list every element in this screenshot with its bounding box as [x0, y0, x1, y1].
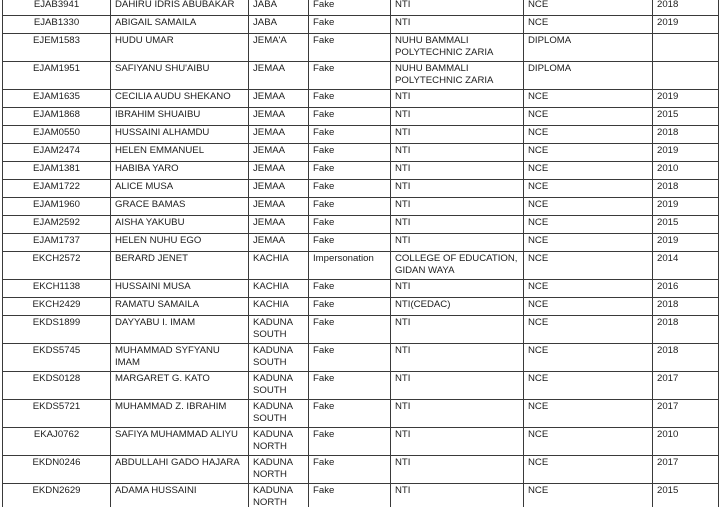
institution-cell: NTI: [391, 216, 524, 234]
qualification-cell: NCE: [524, 234, 653, 252]
lga-cell: JEMAA: [249, 62, 309, 90]
name-cell: HELEN NUHU EGO: [111, 234, 249, 252]
year-cell: 2018: [653, 344, 719, 372]
qualification-cell: NCE: [524, 456, 653, 484]
lga-cell: KADUNA NORTH: [249, 428, 309, 456]
institution-cell: NTI: [391, 344, 524, 372]
table-row: [3, 372, 719, 400]
status-cell: Fake: [309, 400, 391, 428]
year-cell: 2019: [653, 16, 719, 34]
year-cell: 2015: [653, 108, 719, 126]
lga-cell: JEMAA: [249, 108, 309, 126]
table-row: [3, 108, 719, 126]
institution-cell: NUHU BAMMALI POLYTECHNIC ZARIA: [391, 34, 524, 62]
qualification-cell: NCE: [524, 90, 653, 108]
id-cell: EJAM1722: [3, 180, 111, 198]
id-cell: EKDS5745: [3, 344, 111, 372]
status-cell: Fake: [309, 428, 391, 456]
name-cell: HUDU UMAR: [111, 34, 249, 62]
table-row: [3, 90, 719, 108]
institution-cell: NTI: [391, 428, 524, 456]
year-cell: 2010: [653, 162, 719, 180]
institution-cell: NTI(CEDAC): [391, 298, 524, 316]
table-row: [3, 316, 719, 344]
institution-cell: NTI: [391, 484, 524, 507]
table-row: [3, 456, 719, 484]
id-cell: EJAB3941: [3, 0, 111, 16]
qualification-cell: NCE: [524, 280, 653, 298]
qualification-cell: NCE: [524, 372, 653, 400]
status-cell: Fake: [309, 108, 391, 126]
qualification-cell: NCE: [524, 162, 653, 180]
lga-cell: KACHIA: [249, 298, 309, 316]
qualification-cell: DIPLOMA: [524, 34, 653, 62]
status-cell: Fake: [309, 34, 391, 62]
name-cell: IBRAHIM SHUAIBU: [111, 108, 249, 126]
institution-cell: NTI: [391, 400, 524, 428]
id-cell: EJAM1951: [3, 62, 111, 90]
table-row: [3, 62, 719, 90]
institution-cell: NTI: [391, 198, 524, 216]
lga-cell: JEMAA: [249, 216, 309, 234]
name-cell: AISHA YAKUBU: [111, 216, 249, 234]
year-cell: 2018: [653, 180, 719, 198]
table-row: [3, 126, 719, 144]
status-cell: Fake: [309, 484, 391, 507]
lga-cell: KADUNA SOUTH: [249, 400, 309, 428]
lga-cell: JEMAA: [249, 144, 309, 162]
name-cell: SAFIYA MUHAMMAD ALIYU: [111, 428, 249, 456]
status-cell: Fake: [309, 90, 391, 108]
id-cell: EKDS0128: [3, 372, 111, 400]
status-cell: Fake: [309, 280, 391, 298]
lga-cell: KADUNA NORTH: [249, 456, 309, 484]
status-cell: Fake: [309, 372, 391, 400]
status-cell: Fake: [309, 216, 391, 234]
lga-cell: KADUNA SOUTH: [249, 372, 309, 400]
year-cell: 2015: [653, 216, 719, 234]
lga-cell: JEMAA: [249, 162, 309, 180]
id-cell: EJAB1330: [3, 16, 111, 34]
lga-cell: JEMAA: [249, 126, 309, 144]
name-cell: MARGARET G. KATO: [111, 372, 249, 400]
lga-cell: JEMAA: [249, 198, 309, 216]
name-cell: BERARD JENET: [111, 252, 249, 280]
year-cell: 2010: [653, 428, 719, 456]
qualification-cell: NCE: [524, 344, 653, 372]
id-cell: EJAM0550: [3, 126, 111, 144]
status-cell: Fake: [309, 62, 391, 90]
id-cell: EJAM2592: [3, 216, 111, 234]
table-row: [3, 484, 719, 507]
name-cell: HUSSAINI MUSA: [111, 280, 249, 298]
year-cell: 2017: [653, 372, 719, 400]
name-cell: ADAMA HUSSAINI: [111, 484, 249, 507]
status-cell: Fake: [309, 162, 391, 180]
name-cell: HABIBA YARO: [111, 162, 249, 180]
qualification-cell: NCE: [524, 400, 653, 428]
status-cell: Fake: [309, 298, 391, 316]
lga-cell: JEMA'A: [249, 34, 309, 62]
name-cell: HELEN EMMANUEL: [111, 144, 249, 162]
status-cell: Fake: [309, 144, 391, 162]
id-cell: EKAJ0762: [3, 428, 111, 456]
status-cell: Fake: [309, 234, 391, 252]
id-cell: EJAM2474: [3, 144, 111, 162]
id-cell: EJAM1381: [3, 162, 111, 180]
lga-cell: JABA: [249, 0, 309, 16]
year-cell: 2019: [653, 144, 719, 162]
name-cell: ABDULLAHI GADO HAJARA: [111, 456, 249, 484]
qualification-cell: NCE: [524, 126, 653, 144]
year-cell: 2017: [653, 456, 719, 484]
name-cell: RAMATU SAMAILA: [111, 298, 249, 316]
table-row: [3, 428, 719, 456]
table-row: [3, 400, 719, 428]
name-cell: MUHAMMAD Z. IBRAHIM: [111, 400, 249, 428]
qualification-cell: NCE: [524, 216, 653, 234]
year-cell: 2014: [653, 252, 719, 280]
name-cell: HUSSAINI ALHAMDU: [111, 126, 249, 144]
status-cell: Fake: [309, 198, 391, 216]
status-cell: Impersonation: [309, 252, 391, 280]
id-cell: EJAM1960: [3, 198, 111, 216]
lga-cell: KADUNA SOUTH: [249, 344, 309, 372]
lga-cell: JEMAA: [249, 234, 309, 252]
institution-cell: NTI: [391, 0, 524, 16]
institution-cell: NTI: [391, 372, 524, 400]
institution-cell: COLLEGE OF EDUCATION, GIDAN WAYA: [391, 252, 524, 280]
status-cell: Fake: [309, 456, 391, 484]
lga-cell: JEMAA: [249, 90, 309, 108]
status-cell: Fake: [309, 0, 391, 16]
table-row: [3, 144, 719, 162]
year-cell: [653, 62, 719, 90]
name-cell: CECILIA AUDU SHEKANO: [111, 90, 249, 108]
lga-cell: KACHIA: [249, 280, 309, 298]
name-cell: ABIGAIL SAMAILA: [111, 16, 249, 34]
table-row: [3, 198, 719, 216]
year-cell: 2019: [653, 90, 719, 108]
lga-cell: KADUNA SOUTH: [249, 316, 309, 344]
lga-cell: JABA: [249, 16, 309, 34]
status-cell: Fake: [309, 316, 391, 344]
status-cell: Fake: [309, 344, 391, 372]
qualification-cell: NCE: [524, 0, 653, 16]
status-cell: Fake: [309, 180, 391, 198]
table-row: [3, 16, 719, 34]
institution-cell: NTI: [391, 180, 524, 198]
qualification-cell: NCE: [524, 484, 653, 507]
institution-cell: NTI: [391, 16, 524, 34]
table-row: [3, 34, 719, 62]
records-table: [2, 0, 719, 507]
name-cell: DAHIRU IDRIS ABUBAKAR: [111, 0, 249, 16]
id-cell: EJAM1635: [3, 90, 111, 108]
year-cell: 2018: [653, 316, 719, 344]
institution-cell: NTI: [391, 280, 524, 298]
name-cell: ALICE MUSA: [111, 180, 249, 198]
institution-cell: NTI: [391, 316, 524, 344]
year-cell: 2018: [653, 126, 719, 144]
year-cell: 2019: [653, 198, 719, 216]
status-cell: Fake: [309, 126, 391, 144]
id-cell: EKDN2629: [3, 484, 111, 507]
id-cell: EKCH1138: [3, 280, 111, 298]
qualification-cell: NCE: [524, 316, 653, 344]
table-row: [3, 252, 719, 280]
qualification-cell: NCE: [524, 144, 653, 162]
table-row: [3, 298, 719, 316]
year-cell: 2017: [653, 400, 719, 428]
qualification-cell: NCE: [524, 16, 653, 34]
table-row: [3, 344, 719, 372]
lga-cell: KACHIA: [249, 252, 309, 280]
year-cell: 2019: [653, 234, 719, 252]
year-cell: 2018: [653, 298, 719, 316]
table-row: [3, 280, 719, 298]
status-cell: Fake: [309, 16, 391, 34]
year-cell: 2015: [653, 484, 719, 507]
name-cell: GRACE BAMAS: [111, 198, 249, 216]
institution-cell: NTI: [391, 456, 524, 484]
id-cell: EJAM1868: [3, 108, 111, 126]
id-cell: EJAM1737: [3, 234, 111, 252]
lga-cell: KADUNA NORTH: [249, 484, 309, 507]
name-cell: DAYYABU I. IMAM: [111, 316, 249, 344]
id-cell: EKDS5721: [3, 400, 111, 428]
table-row: [3, 216, 719, 234]
id-cell: EKCH2429: [3, 298, 111, 316]
institution-cell: NTI: [391, 162, 524, 180]
institution-cell: NUHU BAMMALI POLYTECHNIC ZARIA: [391, 62, 524, 90]
qualification-cell: DIPLOMA: [524, 62, 653, 90]
institution-cell: NTI: [391, 126, 524, 144]
qualification-cell: NCE: [524, 198, 653, 216]
name-cell: MUHAMMAD SYFYANU IMAM: [111, 344, 249, 372]
year-cell: 2018: [653, 0, 719, 16]
qualification-cell: NCE: [524, 108, 653, 126]
id-cell: EKCH2572: [3, 252, 111, 280]
institution-cell: NTI: [391, 108, 524, 126]
table-row: [3, 162, 719, 180]
name-cell: SAFIYANU SHU'AIBU: [111, 62, 249, 90]
qualification-cell: NCE: [524, 180, 653, 198]
institution-cell: NTI: [391, 234, 524, 252]
qualification-cell: NCE: [524, 298, 653, 316]
id-cell: EKDN0246: [3, 456, 111, 484]
institution-cell: NTI: [391, 144, 524, 162]
year-cell: 2016: [653, 280, 719, 298]
id-cell: EKDS1899: [3, 316, 111, 344]
year-cell: [653, 34, 719, 62]
table-row: [3, 234, 719, 252]
qualification-cell: NCE: [524, 252, 653, 280]
institution-cell: NTI: [391, 90, 524, 108]
id-cell: EJEM1583: [3, 34, 111, 62]
table-row: [3, 180, 719, 198]
lga-cell: JEMAA: [249, 180, 309, 198]
qualification-cell: NCE: [524, 428, 653, 456]
table-row: [3, 0, 719, 16]
